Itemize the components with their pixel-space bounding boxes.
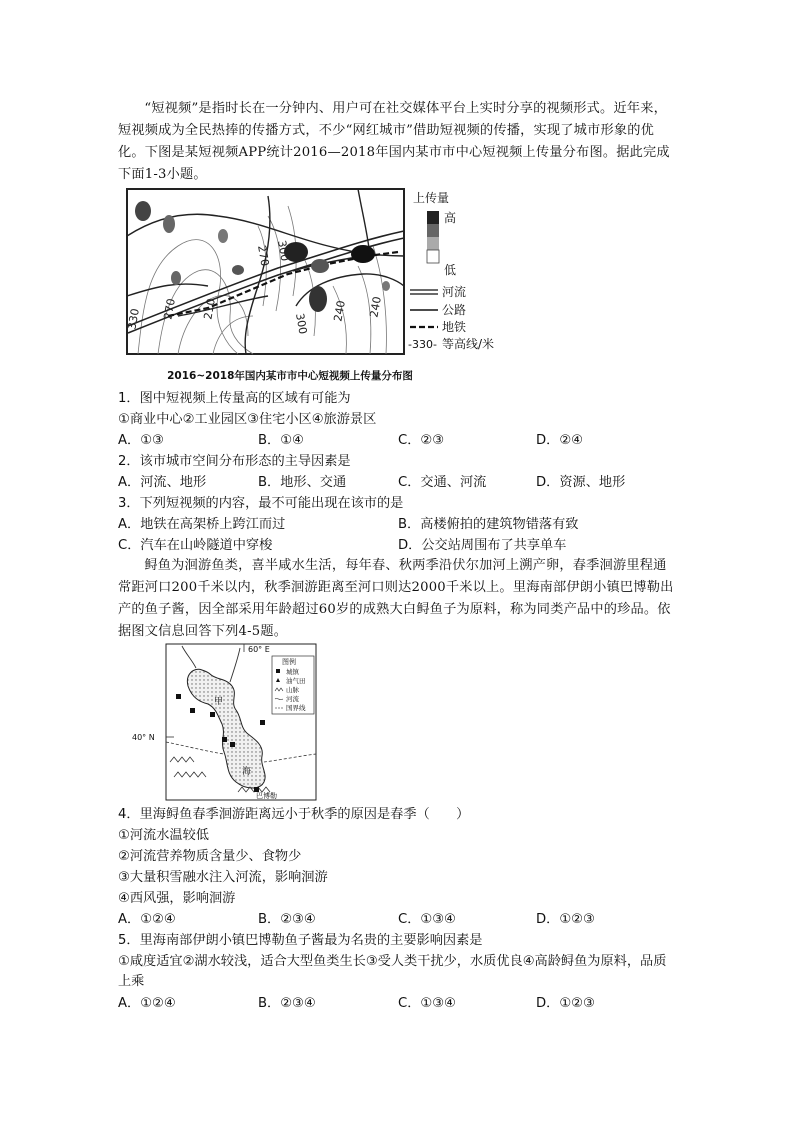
place-jia: 甲 — [214, 697, 224, 707]
question-4-stem: 4．里海鲟鱼春季洄游距离远小于秋季的原因是春季（ ） — [118, 807, 470, 822]
legend-border: 国界线 — [286, 704, 306, 712]
contour-label: 300 — [293, 312, 310, 336]
legend-metro: 地铁 — [442, 320, 467, 334]
question-3-option-d: D．公交站周围布了共享单车 — [398, 538, 567, 553]
contour-label: 240 — [331, 299, 348, 323]
map1-legend — [408, 190, 494, 351]
question-2-option-c: C．交通、河流 — [398, 475, 487, 490]
question-4-option-a: A．①②④ — [118, 912, 176, 927]
question-2-option-a: A．河流、地形 — [118, 475, 207, 490]
map2-legend — [272, 656, 314, 714]
contour-label: 270 — [161, 297, 178, 321]
question-4-option-d: D．①②③ — [536, 912, 595, 927]
question-5-option-c: C．①③④ — [398, 996, 456, 1011]
question-2-option-d: D．资源、地形 — [536, 475, 626, 490]
question-2-option-b: B．地形、交通 — [258, 475, 347, 490]
contour-label: 240 — [367, 295, 384, 319]
legend-swatch-mid-low — [427, 237, 439, 250]
question-3-option-a: A．地铁在高架桥上跨江而过 — [118, 517, 286, 532]
question-3-option-c: C．汽车在山岭隧道中穿梭 — [118, 538, 273, 553]
legend-swatch-low — [427, 250, 439, 263]
question-1-option-a: A．①③ — [118, 433, 164, 448]
question-3-option-b: B．高楼俯拍的建筑物错落有致 — [398, 517, 579, 532]
legend-road: 公路 — [442, 303, 467, 317]
question-2-stem: 2．该市城市空间分布形态的主导因素是 — [118, 454, 351, 469]
legend-oilfield: 油气田 — [286, 677, 306, 685]
legend-low: 低 — [444, 263, 457, 277]
question-5-option-a: A．①②④ — [118, 996, 176, 1011]
question-4-item-2: ②河流营养物质含量少、食物少 — [118, 849, 302, 864]
intro-paragraph-2: 鲟鱼为洄游鱼类，喜半咸水生活，每年春、秋两季沿伏尔加河上溯产卵，春季洄游里程通常距河口200千米以内，秋季洄游距离至河口则达2000千米以上。里海南部伊朗小镇巴博勒出产的鱼子酱，因全部采用年龄超过60岁的成熟大白鲟鱼子为原料，称为同类产品中的珍品。依据图文信息回答下列4-5题。 — [118, 558, 674, 639]
question-4-item-3: ③大量积雪融水注入河流，影响洄游 — [118, 870, 328, 885]
longitude-label: 60° E — [248, 645, 270, 654]
contour-label: 330 — [125, 307, 142, 331]
question-1-option-d: D．②④ — [536, 433, 583, 448]
legend-swatch-mid-high — [427, 224, 439, 237]
question-1-option-b: B．①④ — [258, 433, 304, 448]
caspian-sea-map — [130, 642, 330, 804]
legend-title: 图例 — [282, 658, 296, 666]
legend-high: 高 — [444, 211, 457, 225]
question-3-stem: 3．下列短视频的内容，最不可能出现在该市的是 — [118, 496, 404, 511]
contour-label: 270 — [255, 244, 272, 268]
intro-paragraph-1: “短视频”是指时长在一分钟内、用户可在社交媒体平台上实时分享的视频形式。近年来，短视频成为全民热捧的传播方式，不少“网红城市”借助短视频的传播，实现了城市形象的优化。下图是某短视频APP统计2016—2018年国内某市市中心短视频上传量分布图。据此完成下面1-3小题。 — [118, 101, 670, 182]
contour-label: 300 — [275, 239, 292, 263]
contour-label: 210 — [201, 297, 218, 321]
question-5-option-d: D．①②③ — [536, 996, 595, 1011]
map1-caption: 2016~2018年国内某市市中心短视频上传量分布图 — [167, 370, 413, 382]
legend-title: 上传量 — [413, 191, 450, 205]
question-4-item-4: ④西风强，影响洄游 — [118, 891, 236, 906]
legend-mountain: 山脉 — [286, 686, 299, 694]
legend-swatch-high — [427, 211, 439, 224]
legend-river: 河流 — [286, 695, 299, 703]
question-5-items: ①咸度适宜②湖水较浅，适合大型鱼类生长③受人类干扰少，水质优良④高龄鲟鱼为原料，品质上乘 — [118, 954, 667, 989]
latitude-label: 40° N — [132, 733, 155, 742]
place-babol: 巴博勒 — [256, 792, 277, 800]
legend-river: 河流 — [442, 285, 467, 299]
question-1-stem: 1．图中短视频上传量高的区域有可能为 — [118, 391, 351, 406]
question-1-option-c: C．②③ — [398, 433, 445, 448]
question-4-option-c: C．①③④ — [398, 912, 456, 927]
question-1-items: ①商业中心②工业园区③住宅小区④旅游景区 — [118, 412, 377, 427]
legend-contour: 等高线/米 — [442, 337, 495, 351]
question-4-option-b: B．②③④ — [258, 912, 316, 927]
question-5-stem: 5．里海南部伊朗小镇巴博勒鱼子酱最为名贵的主要影响因素是 — [118, 933, 483, 948]
upload-distribution-map — [118, 186, 518, 386]
legend-town: 城镇 — [286, 668, 299, 676]
legend-contour-sample: -330- — [408, 338, 437, 351]
question-5-option-b: B．②③④ — [258, 996, 316, 1011]
question-4-item-1: ①河流水温较低 — [118, 828, 209, 843]
place-sea: 海 — [242, 767, 252, 777]
